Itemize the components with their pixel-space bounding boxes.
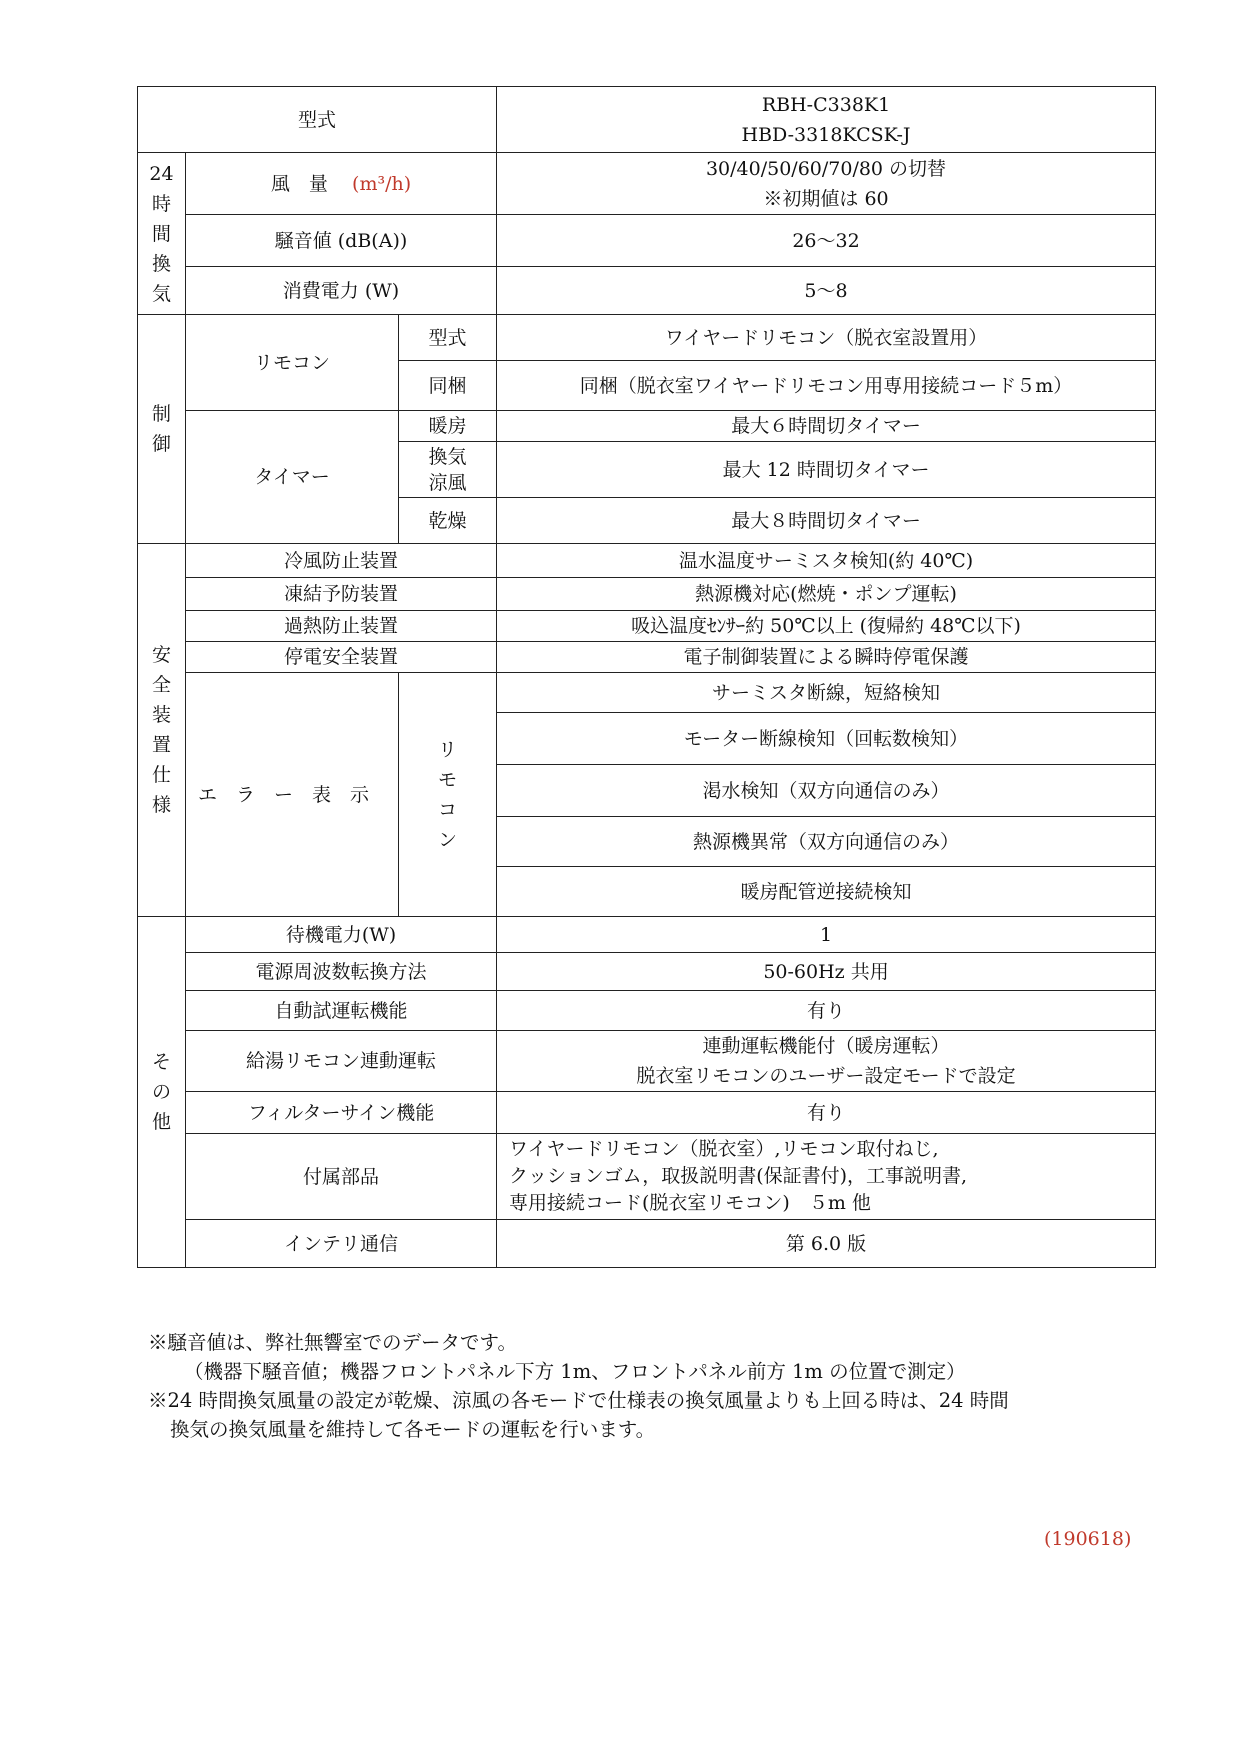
model-value [497,87,1156,153]
error-display-label: エ ラ ー 表 示 [186,673,399,917]
other-group-label: そ の 他 [138,917,186,1268]
safety-label: 過熱防止装置 [186,611,497,642]
safety-row [138,578,1156,611]
standby-label: 待機電力(W) [186,917,497,953]
timer-heating-label: 暖房 [399,411,497,442]
remote-type-value: ワイヤードリモコン（脱衣室設置用） [497,315,1156,361]
filter-label: フィルターサイン機能 [186,1092,497,1134]
filter-value: 有り [497,1092,1156,1134]
noise-label: 騒音値 (dB(A)) [186,215,497,267]
accessories-row [138,1134,1156,1220]
error-value: モーター断線検知（回転数検知） [497,713,1156,765]
power-value: 5～8 [497,267,1156,315]
error-value: 熱源機異常（双方向通信のみ） [497,817,1156,867]
footnote-line: ※騒音値は、弊社無響室でのデータです。 [148,1331,517,1354]
footnote-line: （機器下騒音値；機器フロントパネル下方 1m、フロントパネル前方 1m の位置で測定） [184,1360,966,1383]
model-label: 型式 [138,87,497,153]
ventilation-group-label: 24 時 間 換 気 [138,153,186,315]
autotest-label: 自動試運転機能 [186,991,497,1031]
error-value: サーミスタ断線，短絡検知 [497,673,1156,713]
standby-row [138,917,1156,953]
freq-value: 50-60Hz 共用 [497,953,1156,991]
remote-bundle-value: 同梱（脱衣室ワイヤードリモコン用専用接続コード５m） [497,361,1156,411]
noise-row [138,215,1156,267]
freq-label: 電源周波数転換方法 [186,953,497,991]
autotest-row [138,991,1156,1031]
power-label: 消費電力 (W) [186,267,497,315]
remote-type-label: 型式 [399,315,497,361]
link-value: 連動運転機能付（暖房運転） 脱衣室リモコンのユーザー設定モードで設定 [497,1031,1156,1092]
safety-row [138,611,1156,642]
control-group-label: 制 御 [138,315,186,544]
error-remote-label: リ モ コ ン [399,673,497,917]
accessories-label: 付属部品 [186,1134,497,1220]
error-value: 渇水検知（双方向通信のみ） [497,765,1156,817]
safety-row [138,642,1156,673]
power-row [138,267,1156,315]
autotest-value: 有り [497,991,1156,1031]
timer-heating-row [138,411,1156,442]
timer-vent-value: 最大 12 時間切タイマー [497,442,1156,498]
error-value: 暖房配管逆接続検知 [497,867,1156,917]
remote-type-row [138,315,1156,361]
safety-group-label: 安 全 装 置 仕 様 [138,544,186,917]
airflow-unit: (m³/h) [352,172,412,195]
comm-value: 第 6.0 版 [497,1220,1156,1268]
timer-dry-label: 乾燥 [399,498,497,544]
safety-value: 吸込温度ｾﾝｻｰ約 50℃以上 (復帰約 48℃以下) [497,611,1156,642]
noise-value: 26～32 [497,215,1156,267]
airflow-label: 風 量 (m³/h) [186,153,497,215]
airflow-value: 30/40/50/60/70/80 の切替 ※初期値は 60 [497,153,1156,215]
footnote-line: ※24 時間換気風量の設定が乾燥、涼風の各モードで仕様表の換気風量よりも上回る時は、24 時間 [148,1389,1009,1412]
remote-bundle-label: 同梱 [399,361,497,411]
safety-value: 温水温度サーミスタ検知(約 40℃) [497,544,1156,578]
footnotes [148,1328,1158,1444]
document-code: (190618) [1044,1528,1132,1550]
comm-row [138,1220,1156,1268]
safety-label: 凍結予防装置 [186,578,497,611]
filter-row [138,1092,1156,1134]
remote-label: リモコン [186,315,399,411]
freq-row [138,953,1156,991]
link-row [138,1031,1156,1092]
timer-heating-value: 最大６時間切タイマー [497,411,1156,442]
timer-vent-label: 換気 涼風 [399,442,497,498]
timer-label: タイマー [186,411,399,544]
spec-table [137,86,1156,1268]
model-value-2: HBD-3318KCSK-J [741,123,911,146]
safety-value: 電子制御装置による瞬時停電保護 [497,642,1156,673]
safety-row [138,544,1156,578]
error-row [138,673,1156,713]
airflow-row [138,153,1156,215]
safety-label: 停電安全装置 [186,642,497,673]
timer-dry-value: 最大８時間切タイマー [497,498,1156,544]
standby-value: 1 [497,917,1156,953]
model-row [138,87,1156,153]
safety-value: 熱源機対応(燃焼・ポンプ運転) [497,578,1156,611]
model-value-1: RBH-C338K1 [761,93,891,116]
footnote-line: 換気の換気風量を維持して各モードの運転を行います。 [170,1418,656,1441]
safety-label: 冷風防止装置 [186,544,497,578]
comm-label: インテリ通信 [186,1220,497,1268]
link-label: 給湯リモコン連動運転 [186,1031,497,1092]
accessories-value: ワイヤードリモコン（脱衣室）,リモコン取付ねじ, クッションゴム，取扱説明書(保証書付)，工事説明書, 専用接続コード(脱衣室リモコン) ５m 他 [497,1134,1156,1220]
